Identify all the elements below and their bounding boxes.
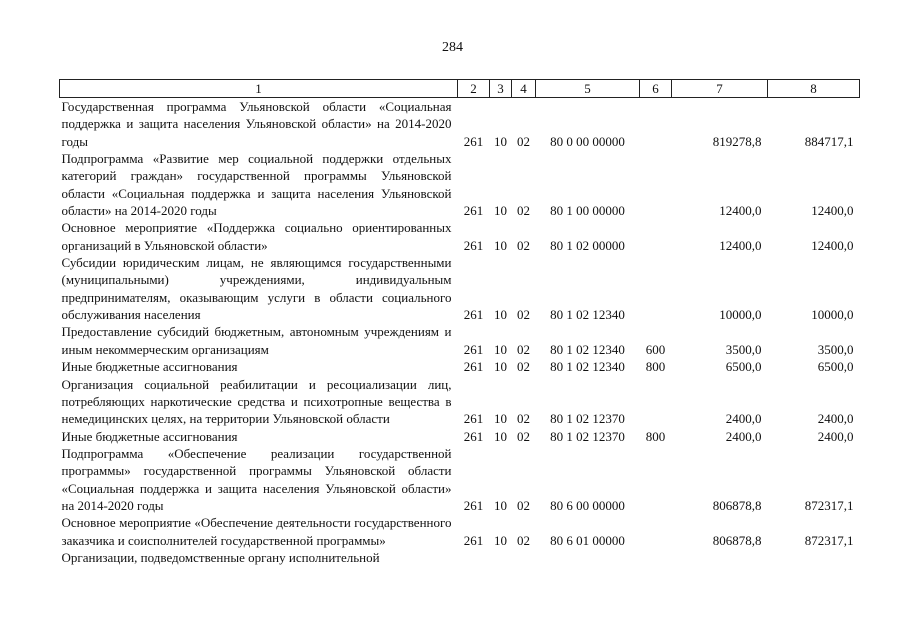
header-col-5: 5 [536, 80, 640, 98]
row-code-subsection [512, 549, 536, 566]
row-name: Организации, подведомственные органу исполнительной [61, 549, 380, 565]
row-code-section: 10 [494, 133, 507, 149]
table-row [60, 150, 860, 219]
row-code-expense-type [640, 219, 672, 254]
header-col-1: 1 [60, 80, 458, 98]
row-code-target: 80 6 00 00000 [550, 497, 625, 513]
header-col-4: 4 [512, 80, 536, 98]
header-col-8: 8 [768, 80, 860, 98]
row-amount-col8: 10000,0 [811, 307, 854, 323]
budget-table [59, 79, 860, 566]
row-amount-col8: 2400,0 [817, 411, 854, 427]
row-name: Основное мероприятие «Обеспечение деятельности государственного заказчика и соисполнителей государственной программы» [61, 515, 452, 548]
row-code-subsection: 02 [517, 497, 530, 513]
row-code-target: 80 6 01 00000 [550, 532, 625, 548]
row-code-admin: 261 [463, 532, 484, 548]
row-code-subsection: 02 [517, 237, 530, 253]
row-code-subsection: 02 [517, 341, 530, 357]
row-code-expense-type [640, 445, 672, 514]
table-body [60, 98, 860, 567]
row-name: Предоставление субсидий бюджетным, автономным учреждениям и иным некоммерческим организациям [61, 324, 452, 357]
row-code-subsection: 02 [517, 307, 530, 323]
row-code-section: 10 [494, 359, 507, 375]
row-amount-col8: 12400,0 [811, 237, 854, 253]
table-row [60, 219, 860, 254]
row-name: Подпрограмма «Развитие мер социальной поддержки отдельных категорий граждан» государственной программы Ульяновской области «Социальная поддержка и защита населения Ульяновской области» на 2014-2020 годы [61, 151, 452, 219]
row-code-expense-type [640, 150, 672, 219]
row-amount-col8: 884717,1 [804, 133, 854, 149]
table-row [60, 98, 860, 151]
row-amount-col8 [768, 549, 860, 566]
row-code-expense-type: 600 [645, 341, 666, 357]
row-code-target: 80 1 02 12370 [550, 428, 625, 444]
row-code-target [536, 549, 640, 566]
row-code-section: 10 [494, 428, 507, 444]
row-code-subsection: 02 [517, 411, 530, 427]
row-code-admin: 261 [463, 411, 484, 427]
row-amount-col8: 872317,1 [804, 497, 854, 513]
row-name: Основное мероприятие «Поддержка социально ориентированных организаций в Ульяновской области» [61, 220, 452, 253]
table-row [60, 514, 860, 549]
row-code-target: 80 1 02 12370 [550, 411, 625, 427]
row-code-expense-type [640, 98, 672, 151]
row-amount-col7: 2400,0 [725, 411, 762, 427]
row-name: Иные бюджетные ассигнования [61, 359, 238, 375]
row-code-section: 10 [494, 532, 507, 548]
row-code-target: 80 0 00 00000 [550, 133, 625, 149]
row-code-section: 10 [494, 307, 507, 323]
header-row [60, 80, 860, 98]
row-name: Государственная программа Ульяновской области «Социальная поддержка и защита населения Ульяновской области» на 2014-2020 годы [61, 99, 452, 149]
row-amount-col8: 2400,0 [817, 428, 854, 444]
row-code-subsection: 02 [517, 203, 530, 219]
row-code-target: 80 1 00 00000 [550, 203, 625, 219]
row-code-admin: 261 [463, 428, 484, 444]
row-name: Организация социальной реабилитации и ресоциализации лиц, потребляющих наркотические средства и психотропные вещества в немедицинских целях, на территории Ульяновской области [61, 376, 452, 427]
header-col-3: 3 [490, 80, 512, 98]
row-amount-col7: 3500,0 [725, 341, 762, 357]
row-code-admin: 261 [463, 359, 484, 375]
row-code-admin: 261 [463, 497, 484, 513]
row-amount-col8: 872317,1 [804, 532, 854, 548]
row-code-admin: 261 [463, 341, 484, 357]
table-row [60, 445, 860, 514]
row-code-admin: 261 [463, 237, 484, 253]
row-code-section: 10 [494, 203, 507, 219]
table-header [60, 80, 860, 98]
row-name: Субсидии юридическим лицам, не являющимся государственными (муниципальными) учреждениями, индивидуальным предпринимателям, оказывающим услуги в области социального обслуживания населения [61, 255, 452, 323]
row-code-expense-type [640, 254, 672, 323]
row-name: Подпрограмма «Обеспечение реализации государственной программы» государственной программы Ульяновской области «Социальная поддержка и защита населения Ульяновской области» на 2014-2020 годы [61, 445, 452, 513]
row-amount-col7: 12400,0 [719, 203, 762, 219]
row-amount-col7 [672, 549, 768, 566]
row-code-target: 80 1 02 12340 [550, 341, 625, 357]
row-code-target: 80 1 02 12340 [550, 359, 625, 375]
row-code-admin [458, 549, 490, 566]
row-code-section: 10 [494, 497, 507, 513]
row-code-expense-type [640, 549, 672, 566]
row-amount-col7: 806878,8 [712, 532, 762, 548]
row-code-section: 10 [494, 411, 507, 427]
row-code-expense-type: 800 [645, 428, 666, 444]
row-code-section: 10 [494, 237, 507, 253]
table-row [60, 549, 860, 566]
page-number: 284 [442, 40, 463, 55]
row-code-admin: 261 [463, 307, 484, 323]
row-amount-col8: 6500,0 [817, 359, 854, 375]
row-amount-col8: 3500,0 [817, 341, 854, 357]
table-row [60, 376, 860, 428]
row-code-admin: 261 [463, 133, 484, 149]
row-code-subsection: 02 [517, 133, 530, 149]
table-row [60, 323, 860, 358]
table-row [60, 254, 860, 323]
row-code-expense-type: 800 [645, 359, 666, 375]
header-col-2: 2 [458, 80, 490, 98]
row-code-section [490, 549, 512, 566]
row-code-expense-type [640, 514, 672, 549]
header-col-6: 6 [640, 80, 672, 98]
row-code-expense-type [640, 376, 672, 428]
row-code-admin: 261 [463, 203, 484, 219]
row-amount-col7: 819278,8 [712, 133, 762, 149]
table-row [60, 428, 860, 445]
row-code-target: 80 1 02 12340 [550, 307, 625, 323]
row-amount-col8: 12400,0 [811, 203, 854, 219]
row-code-target: 80 1 02 00000 [550, 237, 625, 253]
header-col-7: 7 [672, 80, 768, 98]
row-amount-col7: 10000,0 [719, 307, 762, 323]
row-code-section: 10 [494, 341, 507, 357]
row-code-subsection: 02 [517, 532, 530, 548]
row-name: Иные бюджетные ассигнования [61, 428, 238, 444]
table-row [60, 358, 860, 375]
row-amount-col7: 806878,8 [712, 497, 762, 513]
row-amount-col7: 12400,0 [719, 237, 762, 253]
row-amount-col7: 6500,0 [725, 359, 762, 375]
row-amount-col7: 2400,0 [725, 428, 762, 444]
row-code-subsection: 02 [517, 359, 530, 375]
row-code-subsection: 02 [517, 428, 530, 444]
